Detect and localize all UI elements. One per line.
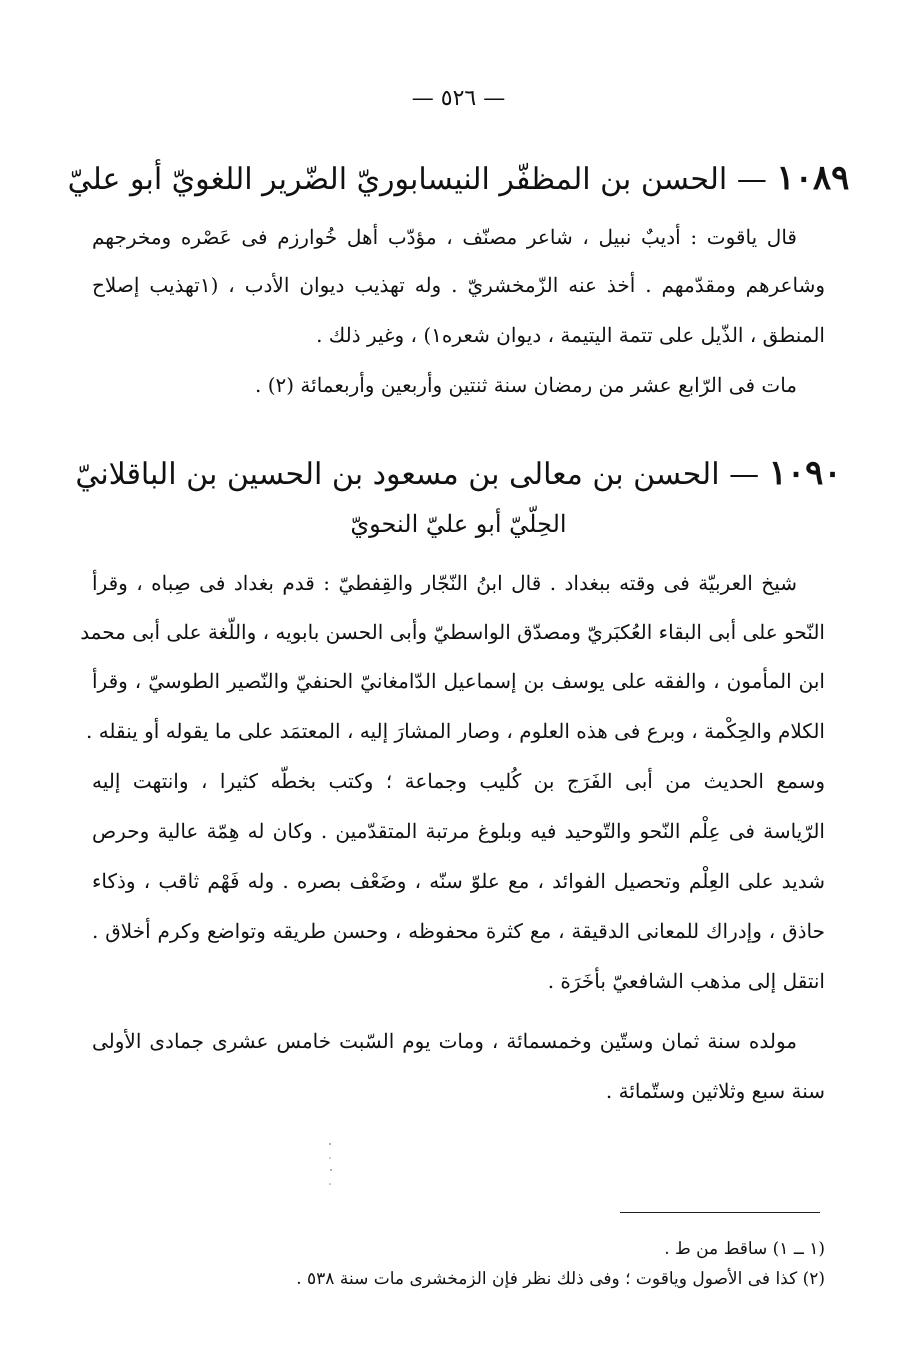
entry-number: ١٠٩٠ <box>768 453 842 493</box>
footnote: (٢) كذا فى الأصول وياقوت ؛ وفى ذلك نظر فإن الزمخشرى مات سنة ٥٣٨ . <box>296 1269 825 1289</box>
paragraph-line: المنطق ، الذّيل على تتمة اليتيمة ، ديوان شعره١) ، وغير ذلك . <box>316 323 825 347</box>
paragraph-line: ابن المأمون ، والفقه على يوسف بن إسماعيل الدّامغانيّ الحنفيّ والنّصير الطوسيّ ، وقرأ <box>92 669 825 693</box>
page-number: — ٥٢٦ — <box>411 86 506 111</box>
entry-title: الحسن بن المظفّر النيسابوريّ الضّرير اللغويّ أبو عليّ <box>67 162 728 197</box>
paragraph-line: مولده سنة ثمان وستّين وخمسمائة ، ومات يوم السّبت خامس عشرى جمادى الأولى <box>92 1029 797 1053</box>
paragraph-line: وسمع الحديث من أبى الفَرَج بن كُليب وجماعة ؛ وكتب بخطّه كثيرا ، وانتهت إليه <box>92 769 825 793</box>
paragraph-line: الكلام والحِكْمة ، وبرع فى هذه العلوم ، وصار المشارَ إليه ، المعتمَد على ما يقوله أو ينقله . <box>85 719 825 743</box>
entry-heading <box>60 453 857 495</box>
entry-heading <box>60 158 857 200</box>
paragraph-line: انتقل إلى مذهب الشافعيّ بأخَرَة . <box>547 969 825 993</box>
entry-subtitle: الحِلّيّ أبو عليّ النحويّ <box>350 510 567 538</box>
print-specks <box>325 1140 335 1196</box>
footnote: (١ ــ ١) ساقط من ط . <box>664 1239 825 1259</box>
paragraph-line: سنة سبع وثلاثين وستّمائة . <box>605 1079 825 1103</box>
paragraph-line: وشاعرهم ومقدّمهم . أخذ عنه الزّمخشريّ . وله تهذيب ديوان الأدب ، (١تهذيب إصلاح <box>92 273 825 297</box>
paragraph-line: شديد على العِلْم وتحصيل الفوائد ، مع علوّ سنّه ، وضَعْف بصره . وله فَهْم ثاقب ، وذكاء <box>92 869 825 893</box>
entry-dash: — <box>729 457 760 492</box>
paragraph-line: حاذق ، وإدراك للمعانى الدقيقة ، مع كثرة محفوظه ، وحسن طريقه وتواضع وكرم أخلاق . <box>92 919 825 943</box>
entry-title: الحسن بن معالى بن مسعود بن الحسين بن الباقلانيّ <box>75 457 720 492</box>
paragraph-line: الرّياسة فى عِلْم النّحو والتّوحيد فيه وبلوغ مرتبة المتقدّمين . وكان له هِمّة عالية وحرص <box>92 819 825 843</box>
paragraph-line: النّحو على أبى البقاء العُكبَريّ ومصدّق الواسطيّ وأبى الحسن بابويه ، واللّغة على أبى محمد <box>80 620 825 644</box>
paragraph-line: شيخ العربيّة فى وقته ببغداد . قال ابنُ النّجّار والقِفطيّ : قدم بغداد فى صِباه ، وقرأ <box>92 571 797 595</box>
paragraph-line: مات فى الرّابع عشر من رمضان سنة ثنتين وأربعين وأربعمائة (٢) . <box>254 373 797 397</box>
paragraph-line: قال ياقوت : أديبٌ نبيل ، شاعر مصنّف ، مؤدّب أهل خُوارزم فى عَصْره ومخرجهم <box>92 225 797 249</box>
entry-dash: — <box>736 162 767 197</box>
entry-number: ١٠٨٩ <box>776 158 850 198</box>
footnote-divider <box>620 1212 820 1213</box>
